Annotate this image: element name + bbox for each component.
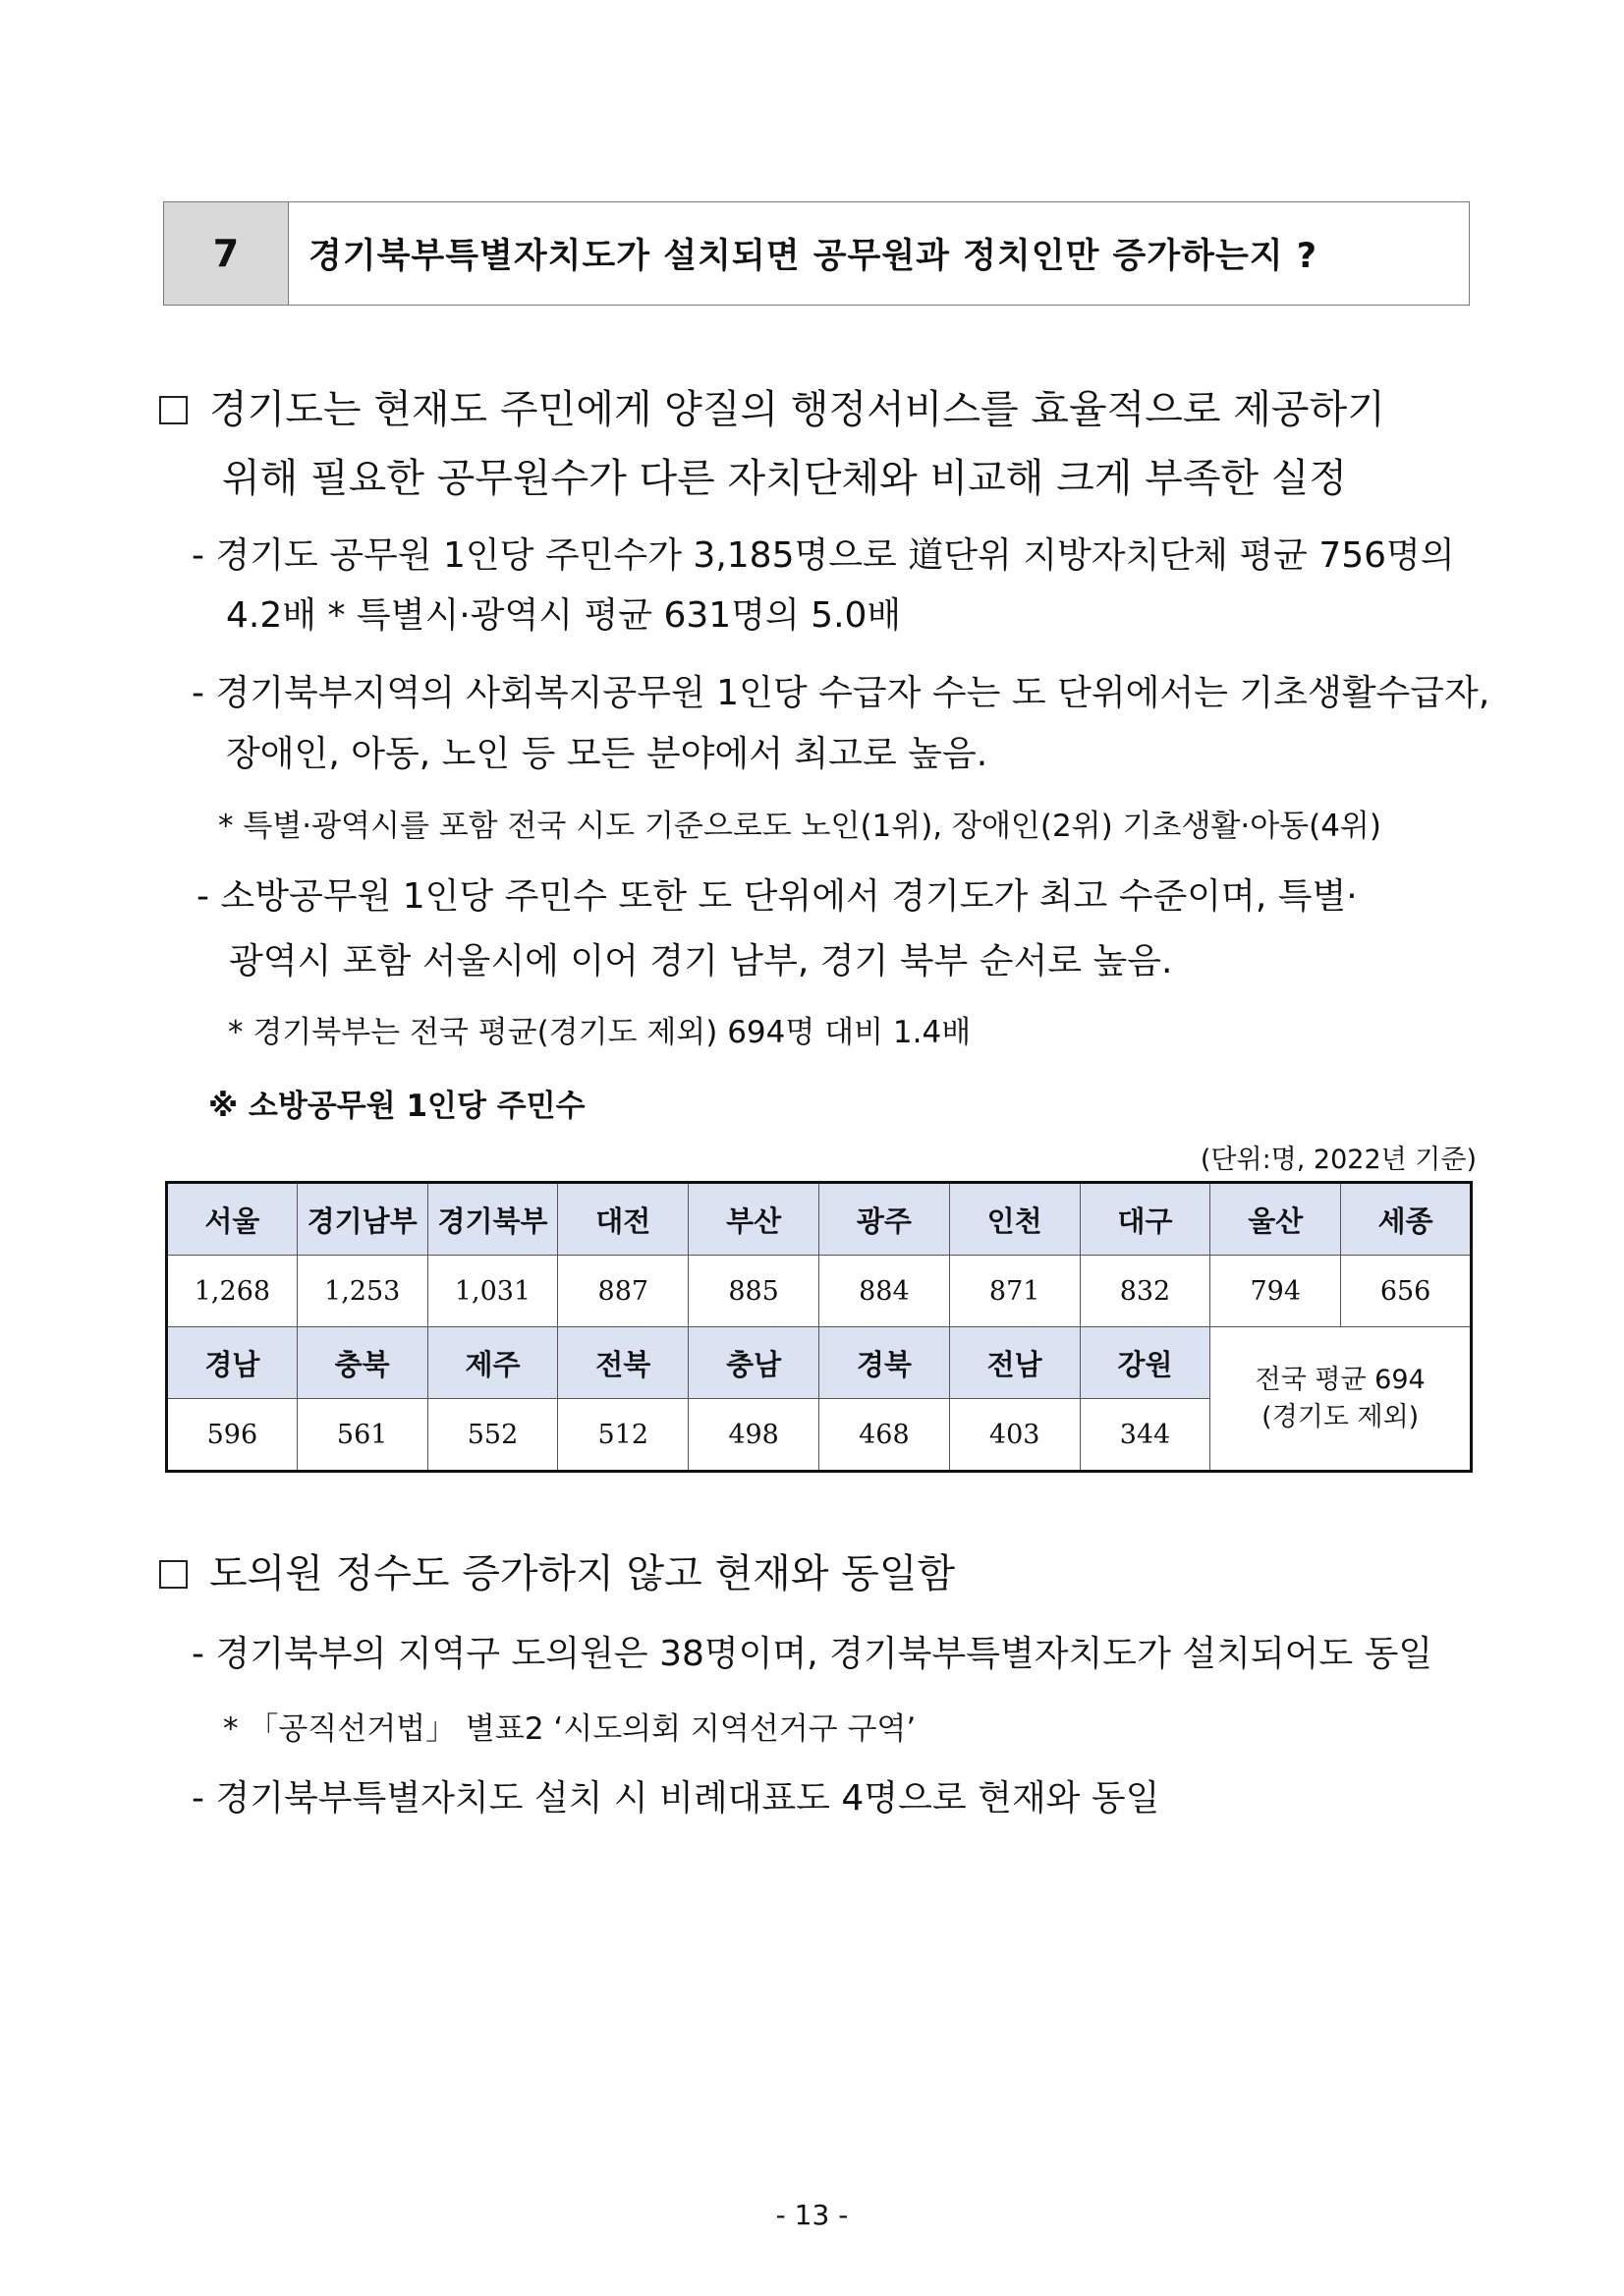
table-value-cell: 344 — [1080, 1399, 1210, 1472]
section-title: 경기북부특별자치도가 설치되면 공무원과 정치인만 증가하는지 ? — [308, 237, 1318, 276]
table-unit: (단위:명, 2022년 기준) — [1200, 1145, 1477, 1175]
bullet-1-line-2: 4.2배 * 특별시·광역시 평균 631명의 5.0배 — [226, 595, 902, 636]
table-header-cell: 광주 — [818, 1183, 949, 1256]
checkbox-square-icon — [159, 396, 188, 424]
table-value-cell: 561 — [297, 1399, 427, 1472]
bullet-4: - 경기북부의 지역구 도의원은 38명이며, 경기북부특별자치도가 설치되어도 동일 — [192, 1634, 1433, 1674]
table-value-cell: 468 — [818, 1399, 949, 1472]
table-value-row-1 — [167, 1256, 1472, 1327]
table-value-cell: 1,253 — [297, 1256, 427, 1327]
section-title-box — [163, 201, 1470, 306]
national-average-cell — [1210, 1327, 1472, 1472]
table-value-cell: 832 — [1080, 1256, 1210, 1327]
table-header-cell: 세종 — [1341, 1183, 1472, 1256]
table-value-cell: 512 — [558, 1399, 689, 1472]
table-value-cell: 884 — [818, 1256, 949, 1327]
table-header-cell: 제주 — [427, 1327, 558, 1399]
heading-1-line-2: 위해 필요한 공무원수가 다른 자치단체와 비교해 크게 부족한 실정 — [222, 456, 1347, 501]
bullet-5: - 경기북부특별자치도 설치 시 비례대표도 4명으로 현재와 동일 — [192, 1778, 1160, 1819]
section-number: 7 — [164, 202, 289, 305]
table-value-cell: 596 — [167, 1399, 298, 1472]
table-header-cell: 충남 — [689, 1327, 819, 1399]
table-value-cell: 552 — [427, 1399, 558, 1472]
table-header-cell: 충북 — [297, 1327, 427, 1399]
table-header-cell: 울산 — [1210, 1183, 1341, 1256]
national-average-line-2: (경기도 제외) — [1261, 1401, 1420, 1432]
table-header-cell: 대구 — [1080, 1183, 1210, 1256]
firefighter-stats-table — [165, 1181, 1473, 1473]
table-header-cell: 전북 — [558, 1327, 689, 1399]
table-header-cell: 부산 — [689, 1183, 819, 1256]
table-header-cell: 경북 — [818, 1327, 949, 1399]
table-header-cell: 전남 — [949, 1327, 1080, 1399]
table-header-cell: 경기남부 — [297, 1183, 427, 1256]
table-label: ※ 소방공무원 1인당 주민수 — [208, 1089, 586, 1124]
page-number: - 13 - — [775, 2199, 849, 2231]
table-value-cell: 656 — [1341, 1256, 1472, 1327]
bullet-2-note: * 특별·광역시를 포함 전국 시도 기준으로도 노인(1위), 장애인(2위) 기초생활·아동(4위) — [218, 809, 1381, 844]
bullet-3-line-2: 광역시 포함 서울시에 이어 경기 남부, 경기 북부 순서로 높음. — [229, 941, 1173, 981]
table-header-cell: 인천 — [949, 1183, 1080, 1256]
table-value-cell: 403 — [949, 1399, 1080, 1472]
bullet-3-line-1: - 소방공무원 1인당 주민수 또한 도 단위에서 경기도가 최고 수준이며, 특별· — [196, 876, 1358, 917]
table-value-cell: 498 — [689, 1399, 819, 1472]
heading-1-line-1 — [159, 378, 1385, 434]
bullet-4-note: * 「공직선거법」 별표2 ‘시도의회 지역선거구 구역’ — [223, 1711, 917, 1747]
heading-2-line — [159, 1542, 955, 1598]
table-value-cell: 1,268 — [167, 1256, 298, 1327]
bullet-2-line-1: - 경기북부지역의 사회복지공무원 1인당 수급자 수는 도 단위에서는 기초생활수급자, — [192, 673, 1490, 713]
table-value-cell: 794 — [1210, 1256, 1341, 1327]
bullet-3-note: * 경기북부는 전국 평균(경기도 제외) 694명 대비 1.4배 — [228, 1015, 972, 1050]
table-value-cell: 885 — [689, 1256, 819, 1327]
checkbox-square-icon — [159, 1560, 188, 1589]
table-header-cell: 경기북부 — [427, 1183, 558, 1256]
table-header-cell: 경남 — [167, 1327, 298, 1399]
heading-1-text: 경기도는 현재도 주민에게 양질의 행정서비스를 효율적으로 제공하기 — [209, 387, 1385, 432]
table-header-cell: 대전 — [558, 1183, 689, 1256]
heading-2-text: 도의원 정수도 증가하지 않고 현재와 동일함 — [209, 1551, 956, 1596]
table-value-cell: 887 — [558, 1256, 689, 1327]
table-value-cell: 871 — [949, 1256, 1080, 1327]
national-average-line-1: 전국 평균 694 — [1255, 1364, 1426, 1395]
table-header-cell: 서울 — [167, 1183, 298, 1256]
bullet-1-line-1: - 경기도 공무원 1인당 주민수가 3,185명으로 道단위 지방자치단체 평균 756명의 — [192, 535, 1455, 576]
table-header-row-1 — [167, 1183, 1472, 1256]
table-header-cell: 강원 — [1080, 1327, 1210, 1399]
table-value-cell: 1,031 — [427, 1256, 558, 1327]
bullet-2-line-2: 장애인, 아동, 노인 등 모든 분야에서 최고로 높음. — [226, 734, 988, 774]
table-header-row-2 — [167, 1327, 1472, 1399]
